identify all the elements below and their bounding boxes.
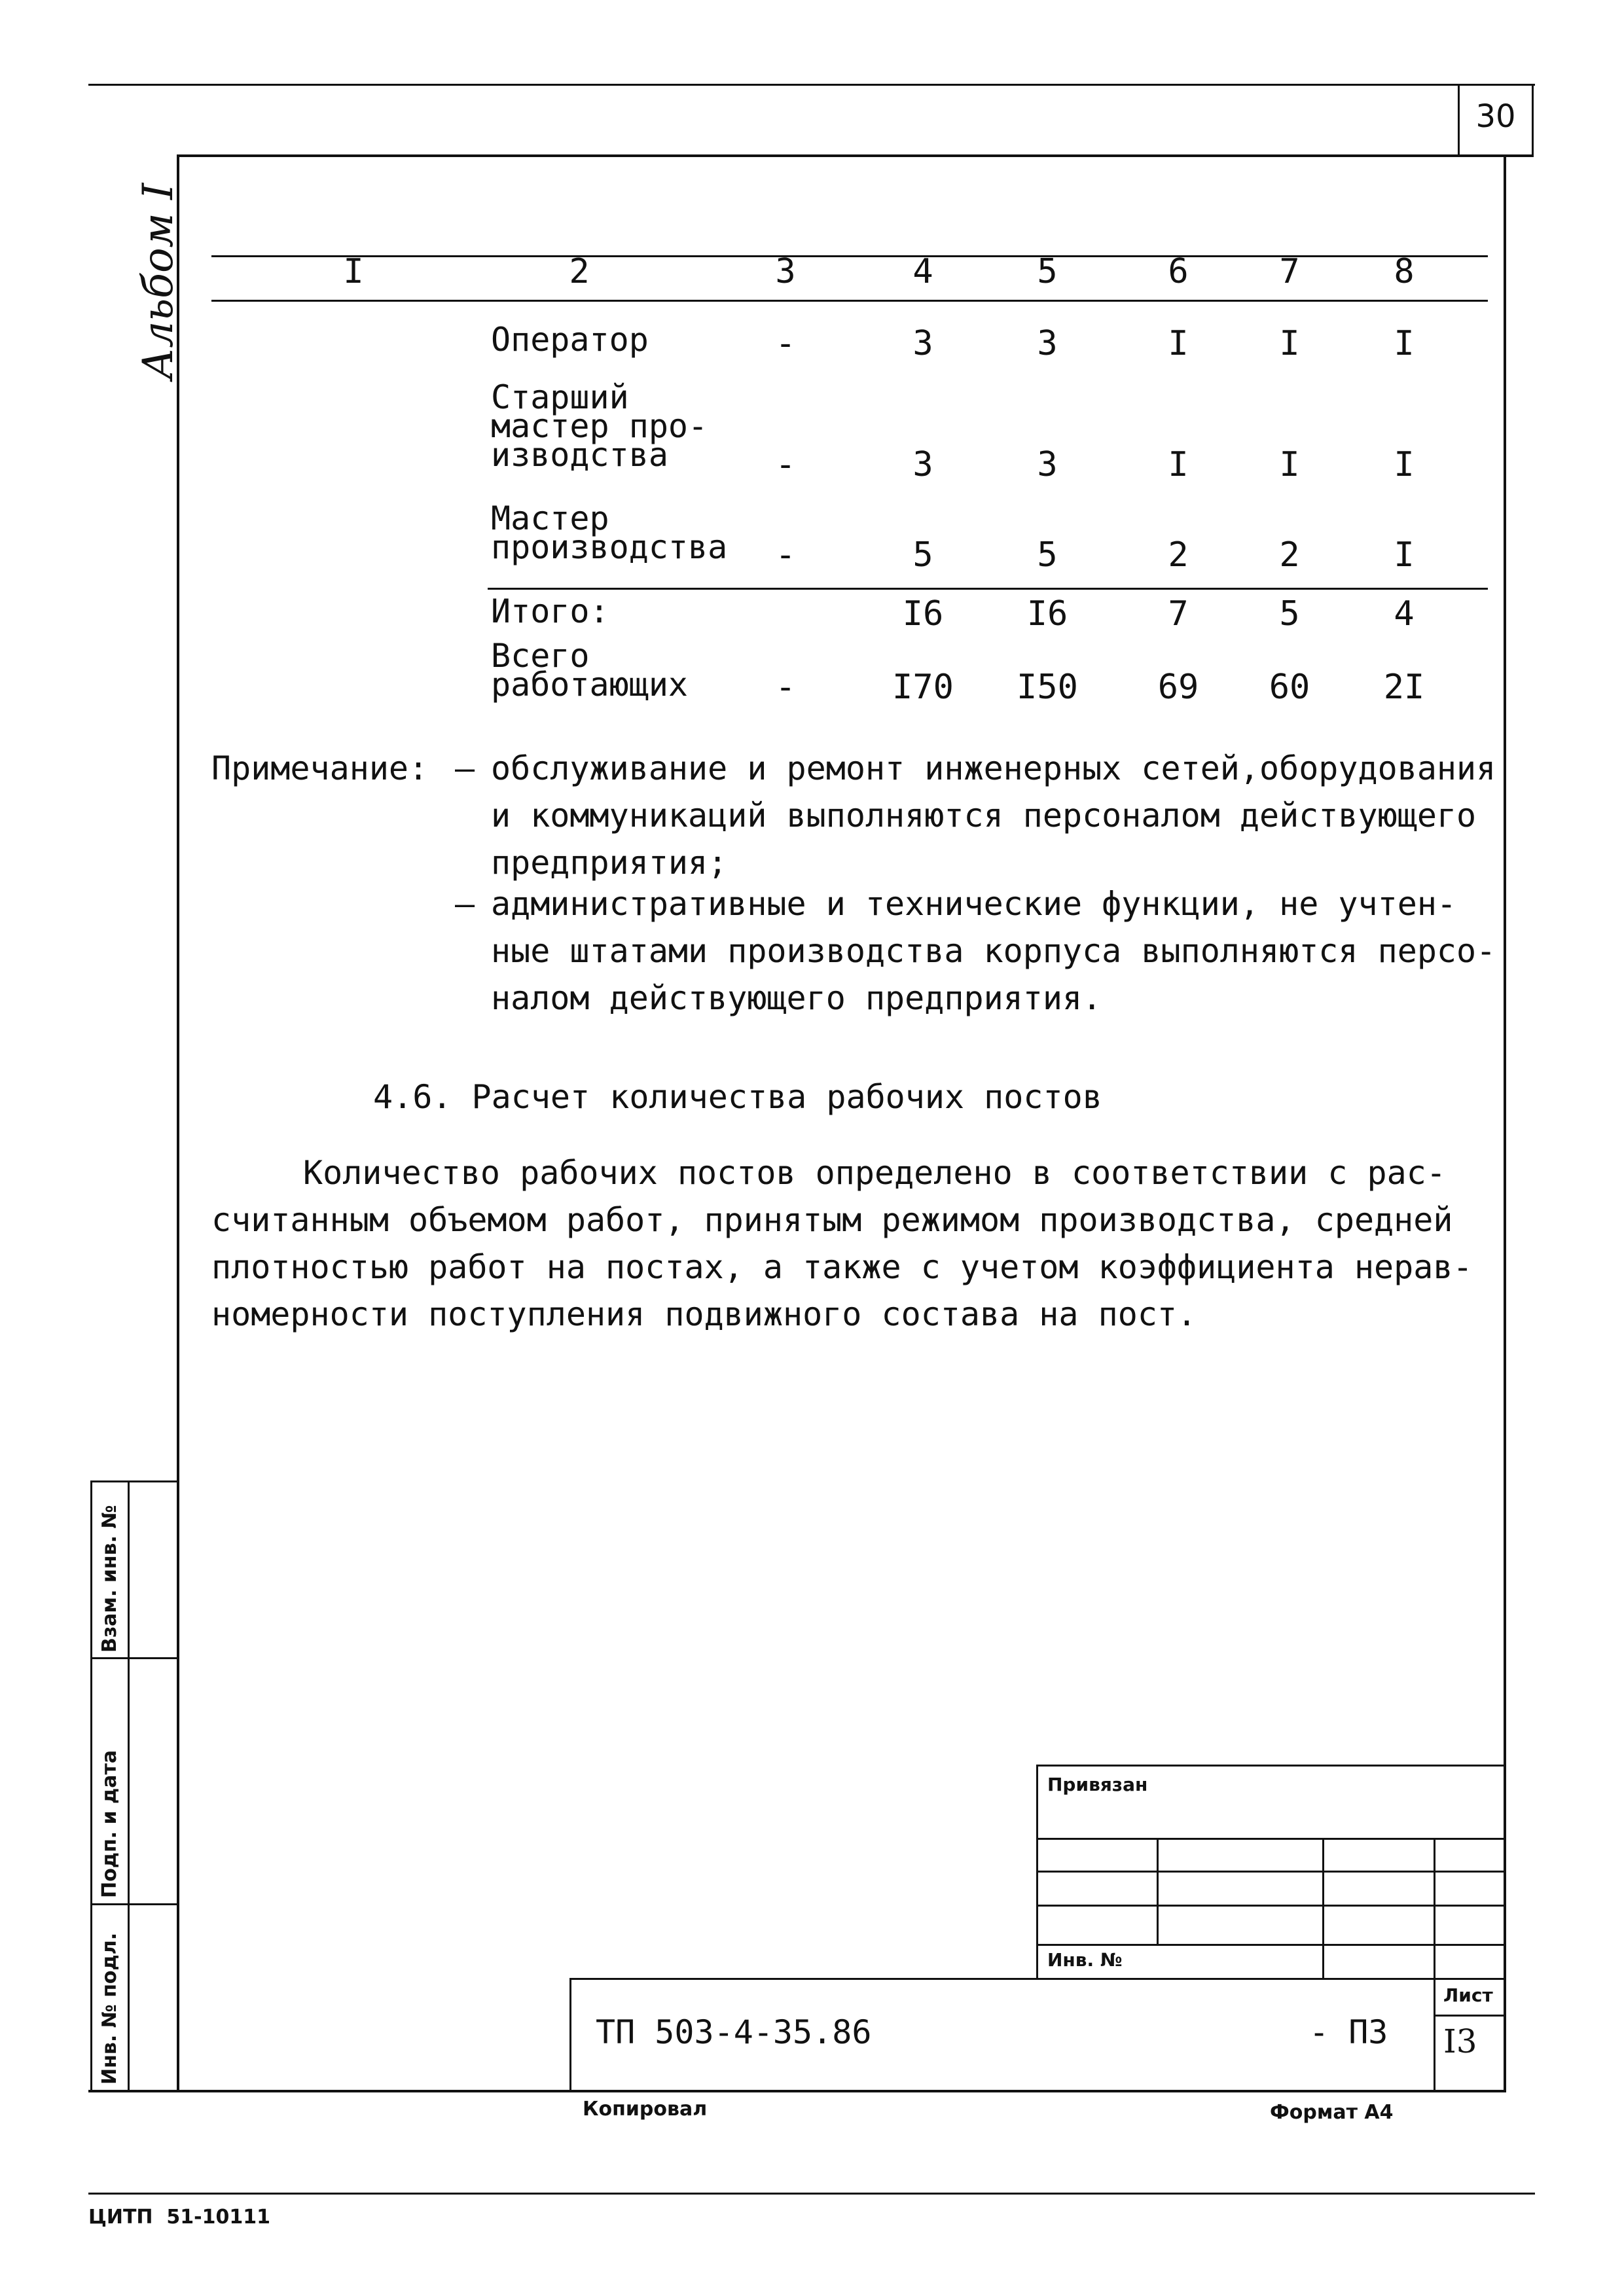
- table-cell: I6: [1026, 594, 1068, 634]
- table-cell: I50: [1017, 668, 1078, 707]
- table-cell: 3: [1037, 445, 1058, 484]
- header-col-5: 5: [1037, 252, 1058, 291]
- table-cell: -: [775, 445, 796, 484]
- header-col-8: 8: [1394, 252, 1415, 291]
- page-number: 30: [1475, 98, 1516, 135]
- format-label: Формат А4: [1270, 2101, 1394, 2124]
- section-paragraph: Количество рабочих постов определено в соответствии с рас- считанным объемом работ, принятым режимом производства, средней плотностью работ на постах, а также с учетом коэффициента нерав- номерности поступления подвижного состава на пост.: [211, 1154, 1473, 1333]
- table-cell: -: [775, 324, 796, 363]
- section-heading: 4.6. Расчет количества рабочих постов: [373, 1078, 1102, 1116]
- table-cell: 4: [1394, 594, 1415, 634]
- table-cell: I70: [892, 668, 954, 707]
- table-cell: I: [1394, 535, 1415, 575]
- header-col-6: 6: [1168, 252, 1189, 291]
- privyazan-label: Привязан: [1047, 1774, 1148, 1795]
- table-row-label: Мастер производства: [491, 499, 728, 566]
- copied-label: Копировал: [583, 2098, 708, 2121]
- table-cell: -: [775, 535, 796, 575]
- sidebar-label-vzam: Взам. инв. №: [98, 1505, 121, 1653]
- table-cell: 3: [1037, 324, 1058, 363]
- note-item-2: административные и технические функции, не учтен- ные штатами производства корпуса выполняются персо- налом действующего предприятия.: [491, 885, 1496, 1017]
- table-row-label: Оператор: [491, 321, 649, 359]
- table-cell: I: [1279, 324, 1300, 363]
- table-row-label: Всего работающих: [491, 637, 689, 704]
- header-col-4: 4: [912, 252, 933, 291]
- table-cell: I: [1394, 445, 1415, 484]
- note-item-1: обслуживание и ремонт инженерных сетей,оборудования и коммуникаций выполняются персоналом действующего предприятия;: [491, 749, 1496, 882]
- table-cell: -: [775, 668, 796, 707]
- table-cell: 7: [1168, 594, 1189, 634]
- doc-code: ТП 503-4-35.86: [596, 2013, 872, 2051]
- sidebar-label-inv: Инв. № подл.: [98, 1932, 121, 2085]
- table-cell: 2I: [1383, 668, 1425, 707]
- note-label: Примечание:: [211, 749, 429, 787]
- sheet-label: Лист: [1443, 1984, 1493, 2006]
- sheet-number: I3: [1443, 2022, 1477, 2060]
- header-col-7: 7: [1279, 252, 1300, 291]
- table-cell: I: [1279, 445, 1300, 484]
- publisher-label: ЦИТП 51-10111: [88, 2206, 270, 2229]
- album-label: Альбом I: [134, 183, 183, 380]
- table-cell: 69: [1157, 668, 1199, 707]
- table-cell: I: [1394, 324, 1415, 363]
- table-cell: I: [1168, 445, 1189, 484]
- table-cell: I: [1168, 324, 1189, 363]
- table-row-label: Старший мастер про- изводства: [491, 378, 708, 474]
- doc-suffix: - ПЗ: [1309, 2013, 1388, 2051]
- header-col-2: 2: [569, 252, 590, 291]
- frame-left: [177, 154, 179, 2092]
- table-cell: 2: [1168, 535, 1189, 575]
- sidebar-label-podp: Подп. и дата: [98, 1749, 121, 1898]
- inv-no-label: Инв. №: [1047, 1949, 1123, 1971]
- header-col-1: I: [343, 252, 364, 291]
- table-cell: 3: [912, 445, 933, 484]
- table-row-label: Итого:: [491, 592, 609, 630]
- table-cell: 5: [1279, 594, 1300, 634]
- header-col-3: 3: [775, 252, 796, 291]
- table-cell: 2: [1279, 535, 1300, 575]
- table-cell: 60: [1269, 668, 1310, 707]
- table-cell: 3: [912, 324, 933, 363]
- table-cell: I6: [902, 594, 944, 634]
- table-cell: 5: [912, 535, 933, 575]
- table-cell: 5: [1037, 535, 1058, 575]
